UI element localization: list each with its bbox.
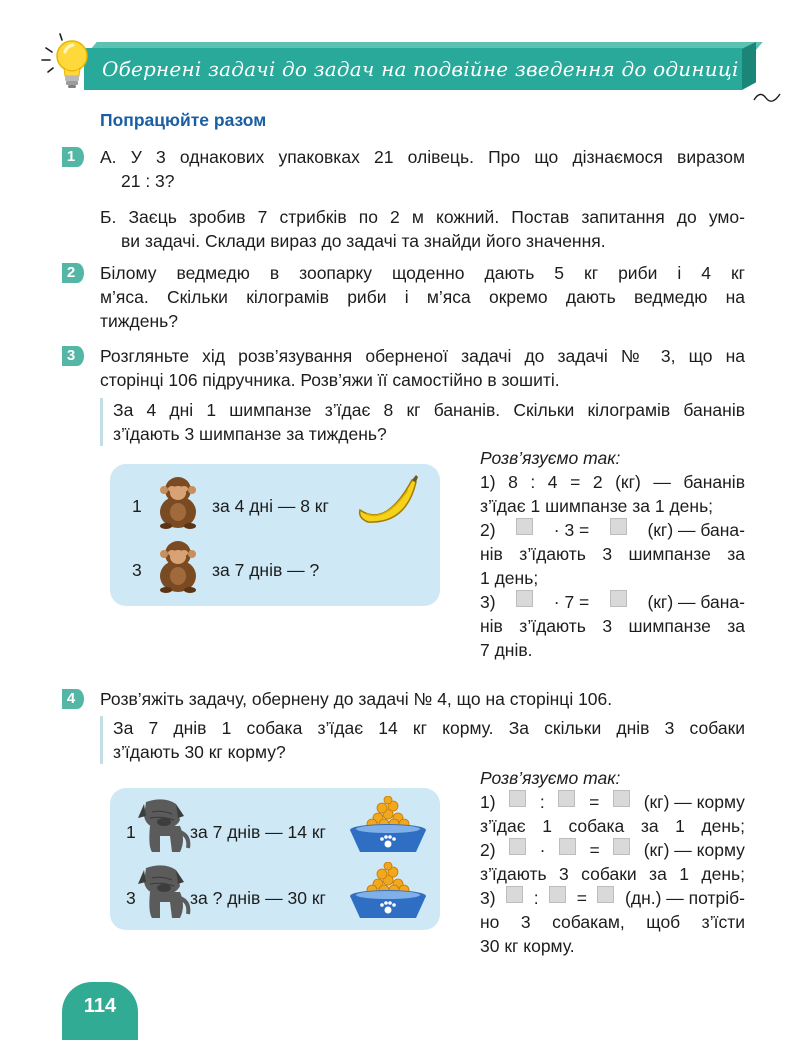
banana-icon	[356, 472, 420, 528]
solution-step-2	[480, 518, 745, 542]
text-line: з’їдає 1 собака за 1 день;	[480, 816, 745, 836]
text-line: Розгляньте хід розв’язування оберненої задачі до задачі № 3, що на	[100, 346, 745, 366]
operator: =	[589, 840, 600, 860]
task-2-text	[100, 261, 745, 333]
lightbulb-icon	[40, 30, 104, 94]
text-line: За 4 дні 1 шимпанзе з’їдає 8 кг бананів. Скільки кілограмів бананів	[113, 400, 745, 420]
text-line: но 3 собакам, щоб з’їсти	[480, 912, 745, 932]
header-banner	[84, 42, 756, 90]
text-fragment: (кг) — бана-	[647, 520, 745, 540]
answer-blank[interactable]	[613, 838, 630, 855]
task-number: 3	[66, 347, 76, 364]
row-count: 3	[132, 560, 142, 580]
row-count: 1	[132, 496, 142, 516]
solution-step-2	[480, 838, 745, 862]
text-line: ви задачі. Склади вираз до задачі та знайди його значення.	[121, 231, 606, 251]
step-number: 3)	[480, 888, 496, 908]
solution-heading: Розв’язуємо так:	[480, 448, 621, 468]
operator: ·	[539, 840, 546, 860]
text-line: 1) 8 : 4 = 2 (кг) — бананів	[480, 472, 745, 492]
task-4-text	[100, 687, 745, 711]
answer-blank[interactable]	[610, 518, 627, 535]
dog-icon	[136, 796, 192, 856]
answer-blank[interactable]	[549, 886, 566, 903]
text-fragment: (кг) — бана-	[647, 592, 745, 612]
operator: =	[589, 792, 600, 812]
step-number: 1)	[480, 792, 496, 812]
banner-side-face	[742, 42, 756, 90]
task-number-badge	[60, 145, 84, 169]
text-line: з’їдають 30 кг корму?	[113, 742, 286, 762]
section-title: Попрацюйте разом	[100, 110, 267, 130]
answer-blank[interactable]	[597, 886, 614, 903]
operator: :	[533, 888, 539, 908]
text-line: А. У 3 однакових упаковках 21 олівець. Про що дізнаємося виразом	[100, 147, 745, 167]
operator: · 7 =	[553, 592, 590, 612]
text-line: Білому ведмедю в зоопарку щоденно дають 5 кг риби і 4 кг	[100, 263, 745, 283]
row-label: за 4 дні — 8 кг	[212, 496, 329, 516]
text-line: нів з’їдають 3 шимпанзе за	[480, 544, 745, 564]
step-number: 2)	[480, 520, 496, 540]
text-line: 30 кг корму.	[480, 936, 575, 956]
solution-heading: Розв’язуємо так:	[480, 768, 621, 788]
task-number-badge	[60, 344, 84, 368]
solution-step-3	[480, 886, 745, 910]
task-1-b	[100, 205, 745, 253]
text-line: За 7 днів 1 собака з’їдає 14 кг корму. За скільки днів 3 собаки	[113, 718, 745, 738]
task-4-solution	[480, 766, 745, 958]
row-label: за ? днів — 30 кг	[190, 888, 326, 908]
monkey-icon	[148, 536, 208, 596]
answer-blank[interactable]	[516, 518, 533, 535]
task-number: 4	[66, 690, 76, 707]
task-number-badge	[60, 687, 84, 711]
text-line: м’яса. Скільки кілограмів риби і м’яса окремо дають ведмедю на	[100, 287, 745, 307]
text-fragment: (дн.) — потріб-	[625, 888, 745, 908]
text-line: 1 день;	[480, 568, 539, 588]
answer-blank[interactable]	[613, 790, 630, 807]
answer-blank[interactable]	[559, 838, 576, 855]
page-title: Обернені задачі до задач на подвійне зведення до одиниці	[102, 57, 739, 81]
answer-blank[interactable]	[558, 790, 575, 807]
text-line: з’їдають 3 шимпанзе за тиждень?	[113, 424, 387, 444]
solution-step-1	[480, 790, 745, 814]
dog-food-bowl-icon	[346, 862, 430, 922]
dog-food-bowl-icon	[346, 796, 430, 856]
answer-blank[interactable]	[506, 886, 523, 903]
operator: :	[539, 792, 545, 812]
row-label: за 7 днів — ?	[212, 560, 320, 580]
task-number: 1	[66, 148, 76, 165]
answer-blank[interactable]	[610, 590, 627, 607]
text-line: 21 : 3?	[121, 171, 175, 191]
operator: =	[576, 888, 587, 908]
text-fragment: (кг) — корму	[643, 792, 745, 812]
text-line: нів з’їдають 3 шимпанзе за	[480, 616, 745, 636]
page-number-tab	[62, 982, 138, 1040]
text-line: Б. Заєць зробив 7 стрибків по 2 м кожний. Постав запитання до умо-	[100, 207, 745, 227]
task-1-a	[100, 145, 745, 193]
text-line: сторінці 106 підручника. Розв’яжи її самостійно в зошиті.	[100, 370, 560, 390]
text-line: з’їдає 1 шимпанзе за 1 день;	[480, 496, 714, 516]
answer-blank[interactable]	[509, 838, 526, 855]
row-count: 1	[126, 822, 136, 842]
task-3-quote	[100, 398, 745, 446]
task-3-solution	[480, 446, 745, 662]
task-3-text	[100, 344, 745, 392]
text-line: 7 днів.	[480, 640, 533, 660]
decor-squiggle-icon	[752, 86, 782, 106]
row-count: 3	[126, 888, 136, 908]
solution-step-3	[480, 590, 745, 614]
text-line: Розв’яжіть задачу, обернену до задачі № 4, що на сторінці 106.	[100, 689, 613, 709]
page-number: 114	[83, 995, 117, 1017]
text-fragment: (кг) — корму	[643, 840, 745, 860]
answer-blank[interactable]	[516, 590, 533, 607]
text-line: тиждень?	[100, 311, 178, 331]
operator: · 3 =	[553, 520, 590, 540]
text-line: з’їдають 3 собаки за 1 день;	[480, 864, 745, 884]
monkey-icon	[148, 472, 208, 532]
step-number: 3)	[480, 592, 496, 612]
task-4-quote	[100, 716, 745, 764]
row-label: за 7 днів — 14 кг	[190, 822, 326, 842]
dog-icon	[136, 862, 192, 922]
step-number: 2)	[480, 840, 496, 860]
task-number: 2	[66, 264, 76, 281]
task-number-badge	[60, 261, 84, 285]
answer-blank[interactable]	[509, 790, 526, 807]
